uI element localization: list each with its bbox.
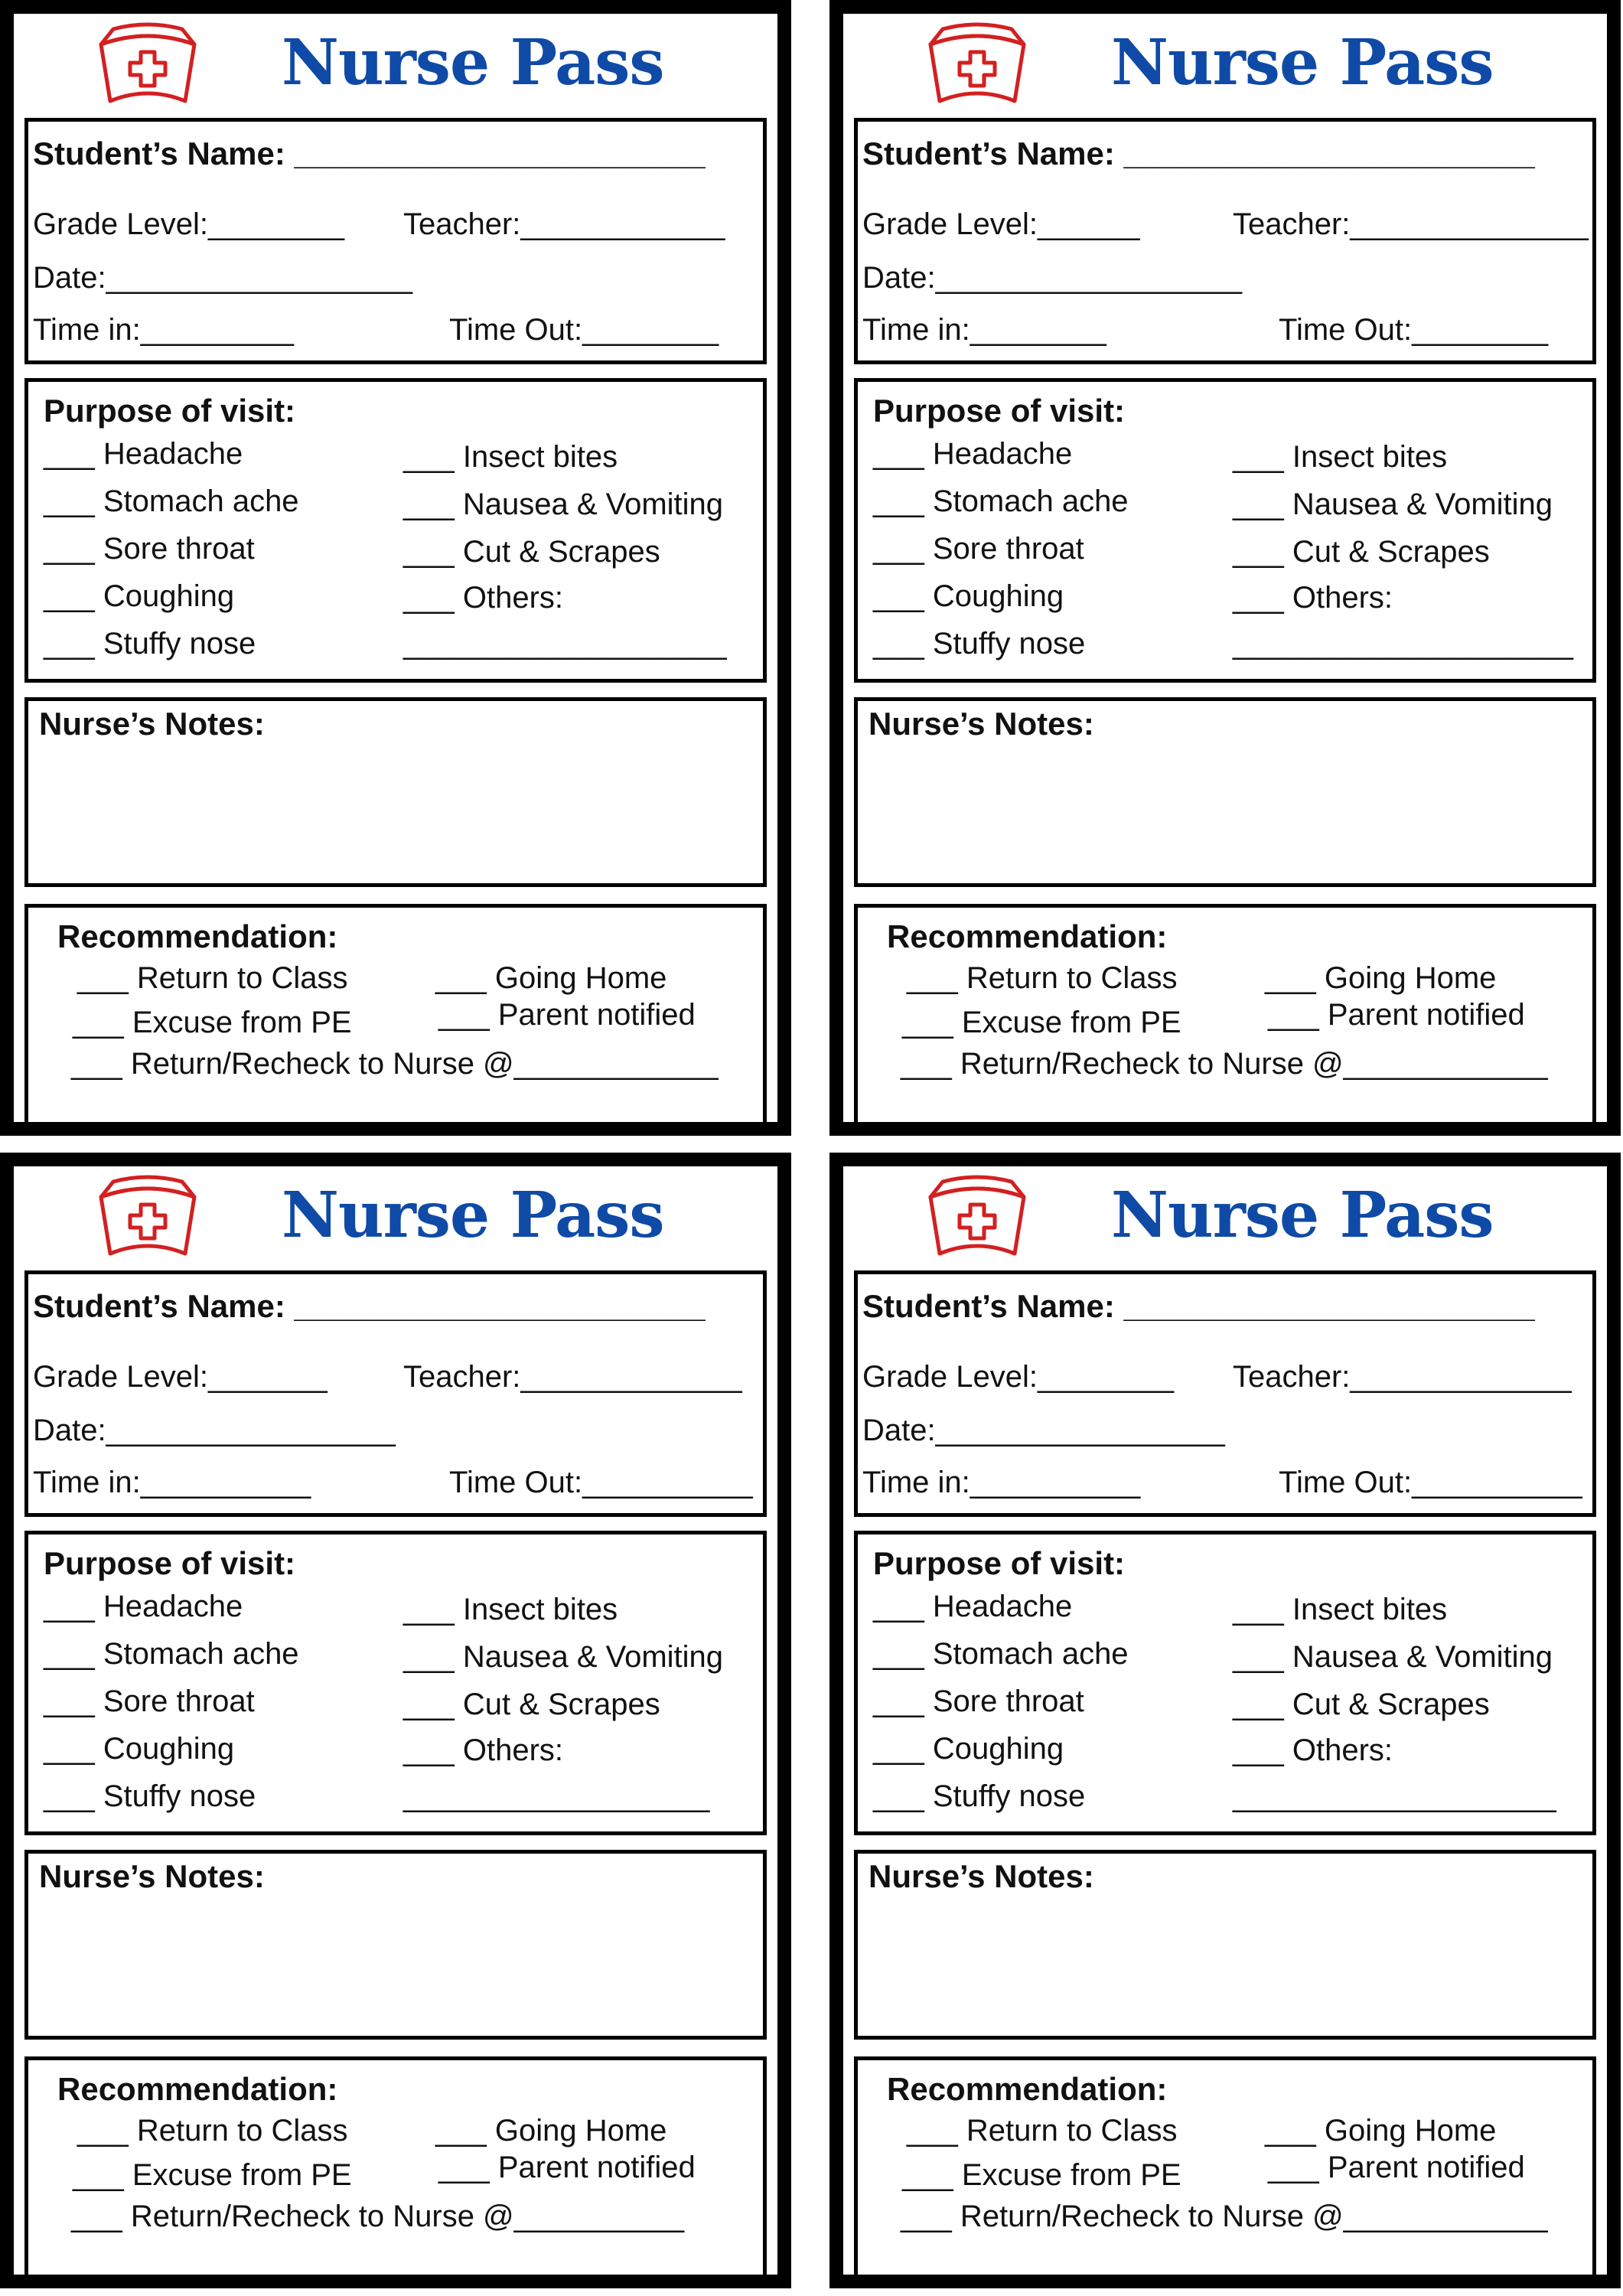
purpose-title: Purpose of visit: bbox=[44, 1545, 296, 1581]
teacher-field[interactable]: Teacher:______________ bbox=[1233, 207, 1589, 241]
time-out-field[interactable]: Time Out:__________ bbox=[1279, 1466, 1582, 1499]
rec-item-return-to-class[interactable]: ___ Return to Class bbox=[907, 2114, 1178, 2148]
pass-title: Nurse Pass bbox=[1111, 26, 1494, 99]
nurse-cap-icon bbox=[920, 1174, 1035, 1260]
student-name-field[interactable]: Student’s Name: _______________________ bbox=[862, 1288, 1535, 1324]
purpose-title: Purpose of visit: bbox=[873, 1545, 1126, 1581]
checklist-item-nausea-vomiting[interactable]: ___ Nausea & Vomiting bbox=[1233, 1640, 1553, 1674]
purpose-title: Purpose of visit: bbox=[44, 393, 296, 429]
purpose-of-visit-box bbox=[854, 1531, 1596, 1835]
recommendation-box bbox=[854, 904, 1596, 1127]
rec-item-return-recheck[interactable]: ___ Return/Recheck to Nurse @____________ bbox=[71, 1047, 719, 1081]
grade-level-field[interactable]: Grade Level:________ bbox=[33, 207, 344, 241]
nurse-notes-box[interactable] bbox=[854, 1850, 1596, 2040]
pass-title: Nurse Pass bbox=[1111, 1179, 1494, 1252]
pass-header bbox=[14, 1166, 777, 1266]
checklist-item-stomach-ache[interactable]: ___ Stomach ache bbox=[44, 484, 299, 518]
purpose-of-visit-box bbox=[854, 378, 1596, 683]
recommendation-title: Recommendation: bbox=[57, 2071, 338, 2107]
time-out-field[interactable]: Time Out:________ bbox=[1279, 313, 1549, 347]
checklist-item-others[interactable]: ___ Others: bbox=[403, 581, 564, 615]
checklist-item-coughing[interactable]: ___ Coughing bbox=[44, 579, 235, 613]
checklist-item-nausea-vomiting[interactable]: ___ Nausea & Vomiting bbox=[1233, 488, 1553, 521]
student-info-box bbox=[854, 118, 1596, 364]
checklist-item-stuffy-nose[interactable]: ___ Stuffy nose bbox=[44, 1779, 256, 1813]
checklist-item-insect-bites[interactable]: ___ Insect bites bbox=[403, 440, 618, 474]
recommendation-title: Recommendation: bbox=[887, 918, 1168, 954]
checklist-item-insect-bites[interactable]: ___ Insect bites bbox=[1233, 440, 1448, 474]
checklist-item-stomach-ache[interactable]: ___ Stomach ache bbox=[873, 1637, 1129, 1671]
time-out-field[interactable]: Time Out:__________ bbox=[449, 1466, 753, 1499]
purpose-title: Purpose of visit: bbox=[873, 393, 1126, 429]
checklist-item-cut-scrapes[interactable]: ___ Cut & Scrapes bbox=[403, 535, 660, 569]
checklist-item-cut-scrapes[interactable]: ___ Cut & Scrapes bbox=[1233, 1688, 1490, 1721]
grade-level-field[interactable]: Grade Level:_______ bbox=[33, 1360, 328, 1394]
purpose-of-visit-box bbox=[24, 378, 767, 683]
teacher-field[interactable]: Teacher:_____________ bbox=[403, 1360, 742, 1394]
checklist-item-coughing[interactable]: ___ Coughing bbox=[873, 1732, 1064, 1766]
time-in-field[interactable]: Time in:________ bbox=[862, 313, 1106, 347]
others-blank-line[interactable]: ___________________ bbox=[1233, 1779, 1556, 1813]
rec-item-parent-notified[interactable]: ___ Parent notified bbox=[1268, 2151, 1525, 2184]
pass-header bbox=[843, 1166, 1607, 1266]
student-name-field[interactable]: Student’s Name: _______________________ bbox=[862, 135, 1535, 171]
nurse-pass-card bbox=[0, 1153, 791, 2288]
checklist-item-sore-throat[interactable]: ___ Sore throat bbox=[873, 1684, 1084, 1718]
rec-item-excuse-from-pe[interactable]: ___ Excuse from PE bbox=[902, 2158, 1181, 2192]
nurse-notes-title: Nurse’s Notes: bbox=[39, 706, 265, 742]
rec-item-excuse-from-pe[interactable]: ___ Excuse from PE bbox=[902, 1006, 1181, 1039]
recommendation-box bbox=[24, 2056, 767, 2280]
checklist-item-cut-scrapes[interactable]: ___ Cut & Scrapes bbox=[403, 1688, 660, 1721]
rec-item-going-home[interactable]: ___ Going Home bbox=[1265, 961, 1497, 995]
date-field[interactable]: Date:__________________ bbox=[33, 261, 413, 295]
student-info-box bbox=[24, 1270, 767, 1517]
checklist-item-insect-bites[interactable]: ___ Insect bites bbox=[403, 1593, 618, 1626]
checklist-item-headache[interactable]: ___ Headache bbox=[873, 1590, 1073, 1623]
nurse-cap-icon bbox=[920, 21, 1035, 107]
checklist-item-stomach-ache[interactable]: ___ Stomach ache bbox=[44, 1637, 299, 1671]
pass-title: Nurse Pass bbox=[282, 1179, 664, 1252]
student-info-box bbox=[24, 118, 767, 364]
recommendation-title: Recommendation: bbox=[57, 918, 338, 954]
time-out-field[interactable]: Time Out:________ bbox=[449, 313, 719, 347]
checklist-item-stuffy-nose[interactable]: ___ Stuffy nose bbox=[873, 627, 1086, 660]
checklist-item-others[interactable]: ___ Others: bbox=[403, 1733, 564, 1767]
student-name-field[interactable]: Student’s Name: _______________________ bbox=[33, 1288, 706, 1324]
rec-item-going-home[interactable]: ___ Going Home bbox=[435, 961, 667, 995]
rec-item-going-home[interactable]: ___ Going Home bbox=[1265, 2114, 1497, 2148]
others-blank-line[interactable]: ___________________ bbox=[403, 627, 727, 660]
pass-header bbox=[14, 14, 777, 113]
others-blank-line[interactable]: __________________ bbox=[403, 1779, 710, 1813]
nurse-notes-box[interactable] bbox=[24, 697, 767, 887]
checklist-item-cut-scrapes[interactable]: ___ Cut & Scrapes bbox=[1233, 535, 1490, 569]
nurse-cap-icon bbox=[90, 21, 205, 107]
rec-item-return-recheck[interactable]: ___ Return/Recheck to Nurse @____________ bbox=[901, 2200, 1548, 2233]
rec-item-excuse-from-pe[interactable]: ___ Excuse from PE bbox=[73, 2158, 352, 2192]
checklist-item-nausea-vomiting[interactable]: ___ Nausea & Vomiting bbox=[403, 488, 724, 521]
purpose-of-visit-box bbox=[24, 1531, 767, 1835]
checklist-item-sore-throat[interactable]: ___ Sore throat bbox=[44, 532, 255, 566]
date-field[interactable]: Date:_________________ bbox=[33, 1414, 396, 1447]
student-name-field[interactable]: Student’s Name: _______________________ bbox=[33, 135, 706, 171]
recommendation-box bbox=[24, 904, 767, 1127]
teacher-field[interactable]: Teacher:____________ bbox=[403, 207, 725, 241]
rec-item-return-recheck[interactable]: ___ Return/Recheck to Nurse @__________ bbox=[71, 2200, 685, 2233]
nurse-pass-card bbox=[829, 0, 1621, 1136]
rec-item-parent-notified[interactable]: ___ Parent notified bbox=[438, 998, 696, 1032]
time-in-field[interactable]: Time in:__________ bbox=[33, 1466, 311, 1499]
checklist-item-nausea-vomiting[interactable]: ___ Nausea & Vomiting bbox=[403, 1640, 724, 1674]
checklist-item-others[interactable]: ___ Others: bbox=[1233, 1733, 1393, 1767]
rec-item-return-to-class[interactable]: ___ Return to Class bbox=[77, 961, 348, 995]
checklist-item-coughing[interactable]: ___ Coughing bbox=[44, 1732, 235, 1766]
pass-header bbox=[843, 14, 1607, 113]
grade-level-field[interactable]: Grade Level:________ bbox=[862, 1360, 1174, 1394]
checklist-item-stomach-ache[interactable]: ___ Stomach ache bbox=[873, 484, 1129, 518]
time-in-field[interactable]: Time in:_________ bbox=[33, 313, 294, 347]
date-field[interactable]: Date:_________________ bbox=[862, 1414, 1225, 1447]
checklist-item-headache[interactable]: ___ Headache bbox=[873, 437, 1073, 471]
rec-item-return-to-class[interactable]: ___ Return to Class bbox=[907, 961, 1178, 995]
pass-title: Nurse Pass bbox=[282, 26, 664, 99]
teacher-field[interactable]: Teacher:_____________ bbox=[1233, 1360, 1572, 1394]
rec-item-going-home[interactable]: ___ Going Home bbox=[435, 2114, 667, 2148]
rec-item-return-to-class[interactable]: ___ Return to Class bbox=[77, 2114, 348, 2148]
checklist-item-headache[interactable]: ___ Headache bbox=[44, 1590, 243, 1623]
recommendation-box bbox=[854, 2056, 1596, 2280]
nurse-cap-icon bbox=[90, 1174, 205, 1260]
checklist-item-headache[interactable]: ___ Headache bbox=[44, 437, 243, 471]
nurse-pass-card bbox=[829, 1153, 1621, 2288]
nurse-notes-box[interactable] bbox=[24, 1850, 767, 2040]
recommendation-title: Recommendation: bbox=[887, 2071, 1168, 2107]
date-field[interactable]: Date:__________________ bbox=[862, 261, 1243, 295]
student-info-box bbox=[854, 1270, 1596, 1517]
checklist-item-sore-throat[interactable]: ___ Sore throat bbox=[44, 1684, 255, 1718]
nurse-notes-box[interactable] bbox=[854, 697, 1596, 887]
rec-item-parent-notified[interactable]: ___ Parent notified bbox=[1268, 998, 1525, 1032]
others-blank-line[interactable]: ____________________ bbox=[1233, 627, 1573, 660]
checklist-item-others[interactable]: ___ Others: bbox=[1233, 581, 1393, 615]
nurse-notes-title: Nurse’s Notes: bbox=[869, 1858, 1094, 1894]
checklist-item-insect-bites[interactable]: ___ Insect bites bbox=[1233, 1593, 1448, 1626]
grade-level-field[interactable]: Grade Level:______ bbox=[862, 207, 1140, 241]
checklist-item-stuffy-nose[interactable]: ___ Stuffy nose bbox=[44, 627, 256, 660]
rec-item-return-recheck[interactable]: ___ Return/Recheck to Nurse @____________ bbox=[901, 1047, 1548, 1081]
checklist-item-coughing[interactable]: ___ Coughing bbox=[873, 579, 1064, 613]
nurse-notes-title: Nurse’s Notes: bbox=[869, 706, 1094, 742]
nurse-notes-title: Nurse’s Notes: bbox=[39, 1858, 265, 1894]
checklist-item-sore-throat[interactable]: ___ Sore throat bbox=[873, 532, 1084, 566]
checklist-item-stuffy-nose[interactable]: ___ Stuffy nose bbox=[873, 1779, 1086, 1813]
rec-item-excuse-from-pe[interactable]: ___ Excuse from PE bbox=[73, 1006, 352, 1039]
time-in-field[interactable]: Time in:__________ bbox=[862, 1466, 1141, 1499]
nurse-pass-card bbox=[0, 0, 791, 1136]
rec-item-parent-notified[interactable]: ___ Parent notified bbox=[438, 2151, 696, 2184]
